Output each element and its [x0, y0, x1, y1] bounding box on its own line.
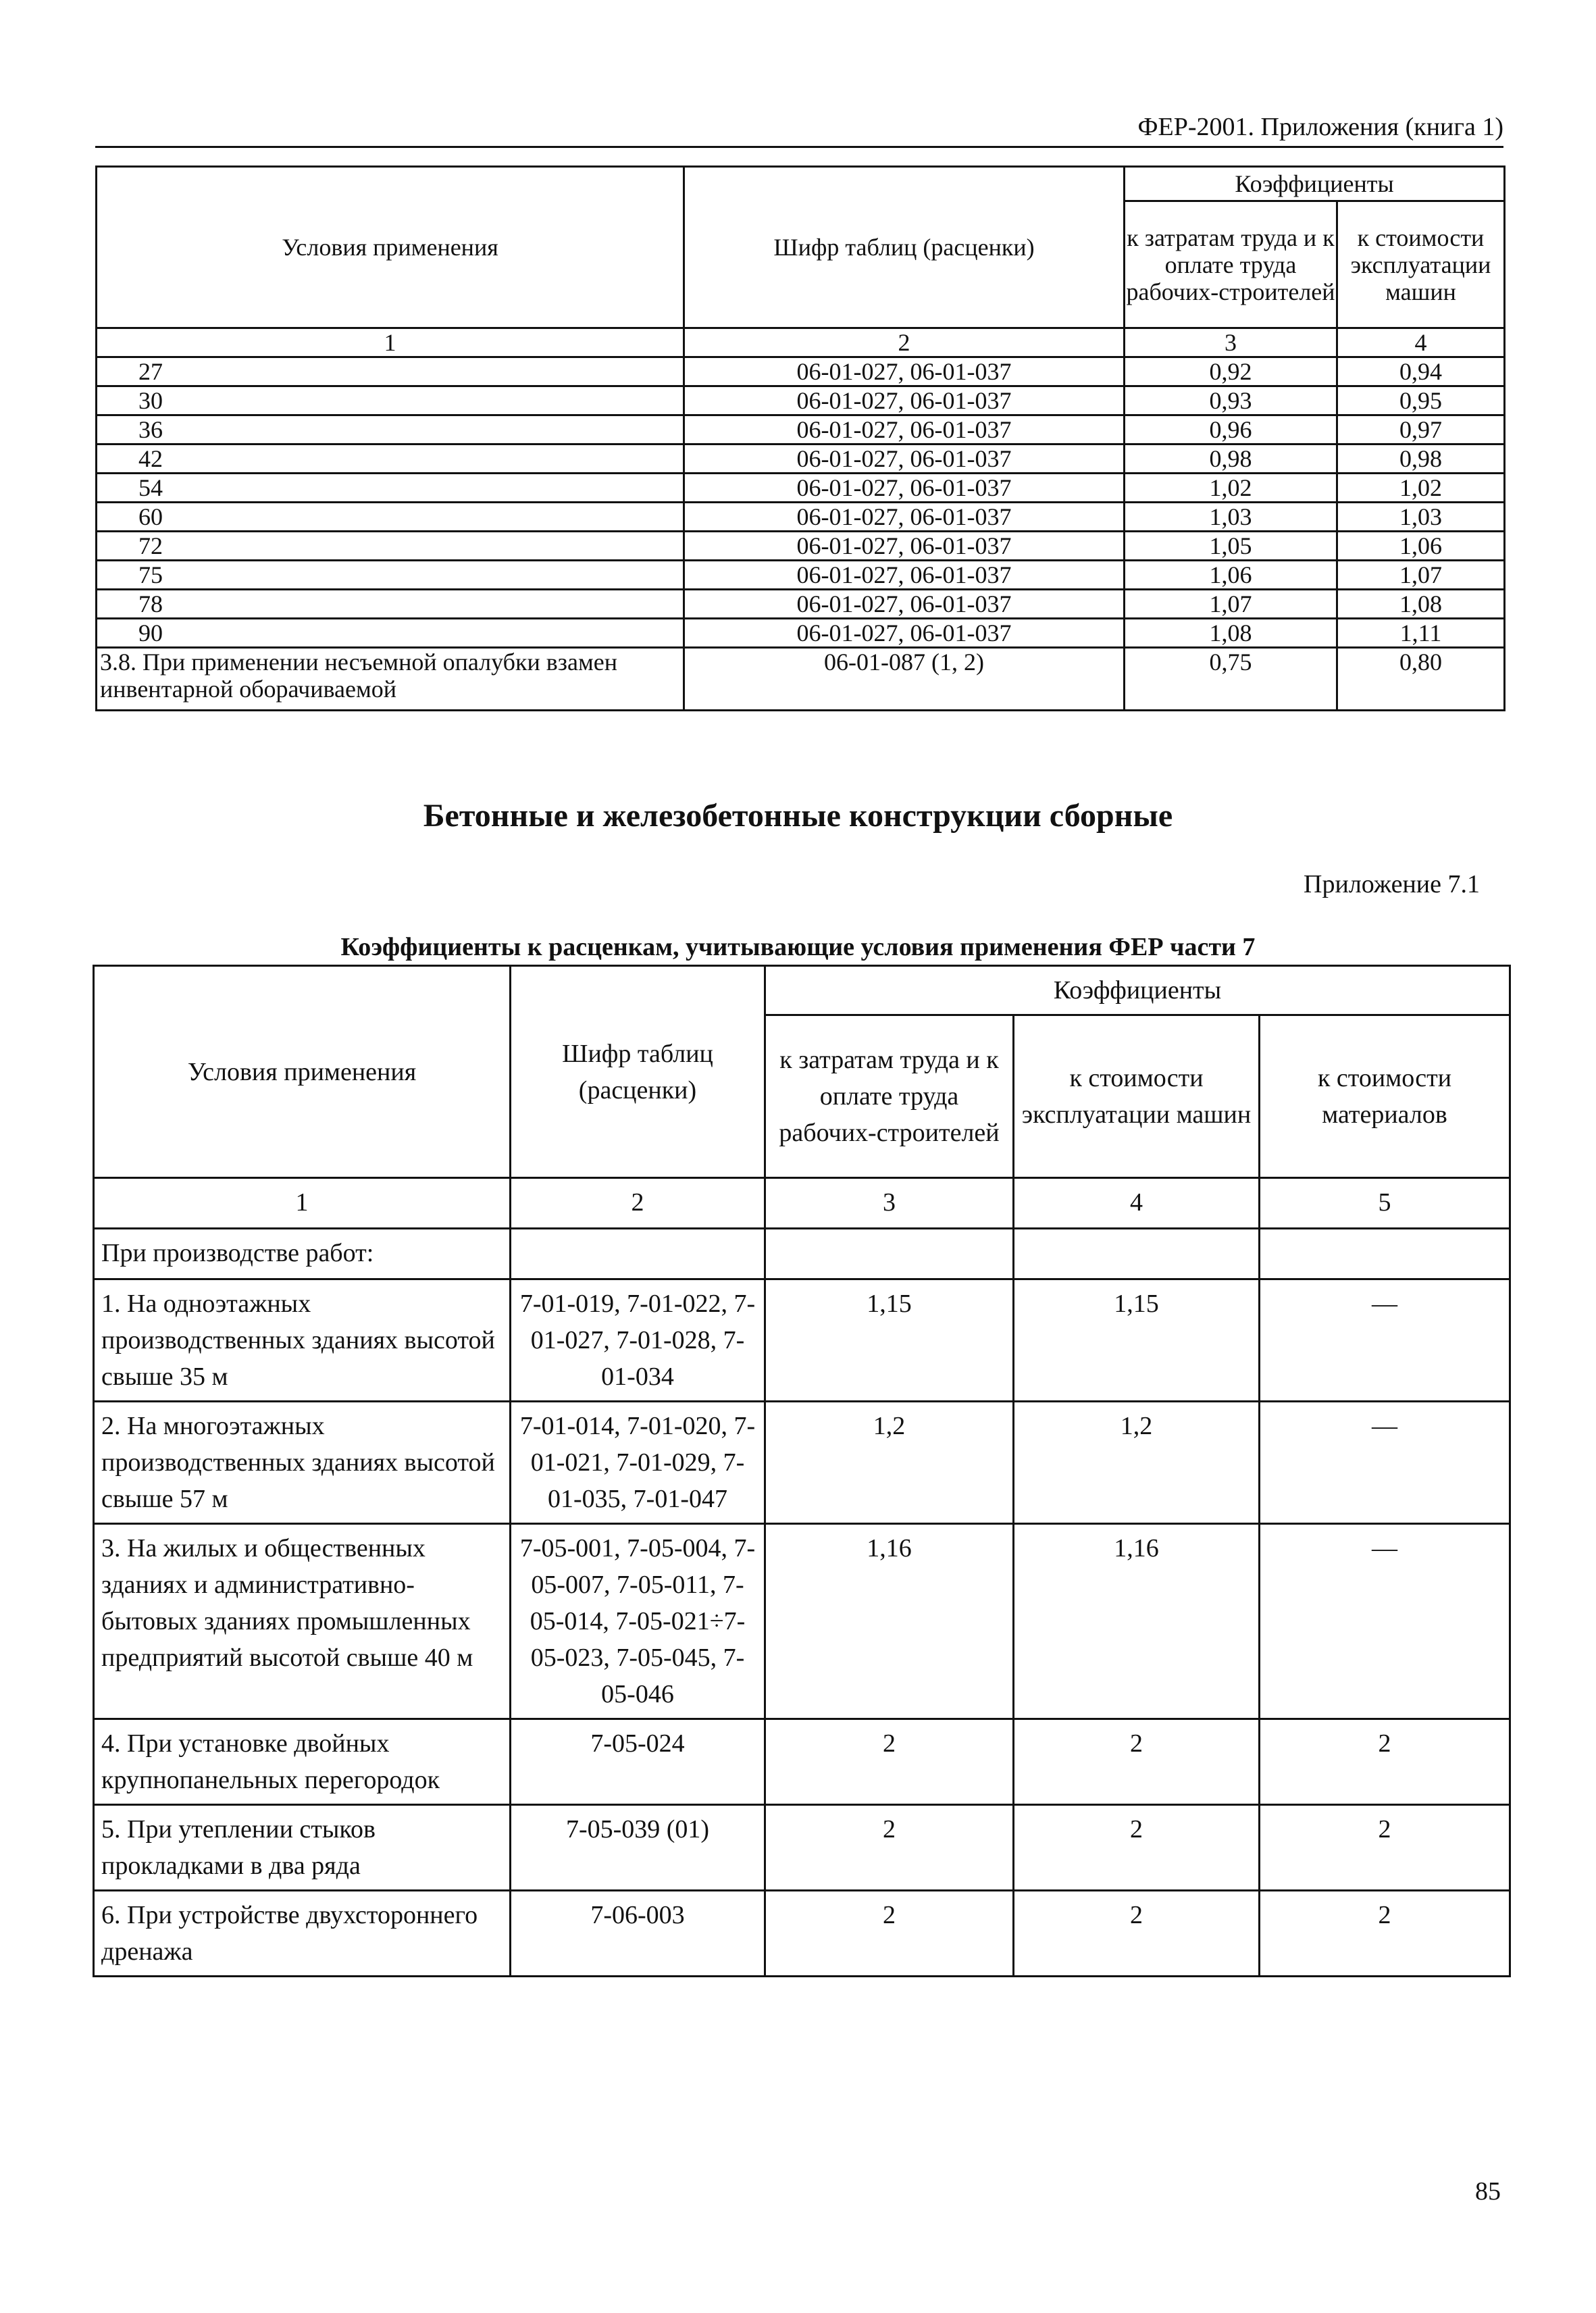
cell-labor: 0,93	[1125, 386, 1337, 415]
table-row	[97, 590, 1505, 619]
cell-labor: 2	[765, 1805, 1014, 1891]
cell-labor: 1,08	[1125, 619, 1337, 648]
cell-conditions: 30	[97, 386, 684, 415]
cell-machines: 1,15	[1014, 1279, 1260, 1402]
table-row	[94, 1719, 1510, 1805]
cell-machines: 0,94	[1337, 357, 1505, 386]
appendix-label: Приложение 7.1	[1304, 870, 1480, 898]
table-row	[94, 1402, 1510, 1524]
cell-machines: 0,97	[1337, 415, 1505, 444]
cell-section-label: При производстве работ:	[94, 1229, 511, 1279]
cell-labor: 2	[765, 1719, 1014, 1805]
coefficients-table-2	[93, 965, 1511, 1977]
cell-machines: 1,08	[1337, 590, 1505, 619]
cell-labor: 1,06	[1125, 561, 1337, 590]
cell-labor: 0,75	[1125, 648, 1337, 711]
cell-conditions: 3. На жилых и общественных зданиях и административно-бытовых зданиях промышленных предприятий высотой свыше 40 м	[94, 1524, 511, 1719]
cell-code: 7-05-024	[511, 1719, 765, 1805]
column-number: 1	[97, 328, 684, 357]
column-number: 2	[684, 328, 1125, 357]
cell-machines: 2	[1014, 1805, 1260, 1891]
cell-machines: 1,2	[1014, 1402, 1260, 1524]
cell-code: 06-01-027, 06-01-037	[684, 503, 1125, 532]
empty-cell	[765, 1229, 1014, 1279]
column-number: 3	[765, 1178, 1014, 1229]
table-row	[97, 444, 1505, 474]
cell-code: 7-06-003	[511, 1891, 765, 1977]
cell-conditions: 78	[97, 590, 684, 619]
cell-labor: 0,92	[1125, 357, 1337, 386]
cell-machines: 1,02	[1337, 474, 1505, 503]
cell-code: 06-01-027, 06-01-037	[684, 532, 1125, 561]
table-row	[97, 561, 1505, 590]
cell-materials: —	[1260, 1402, 1510, 1524]
cell-conditions: 1. На одноэтажных производственных зданиях высотой свыше 35 м	[94, 1279, 511, 1402]
cell-conditions: 72	[97, 532, 684, 561]
cell-code: 06-01-027, 06-01-037	[684, 415, 1125, 444]
column-numbers-row	[94, 1178, 1510, 1229]
column-number: 1	[94, 1178, 511, 1229]
cell-code: 06-01-027, 06-01-037	[684, 619, 1125, 648]
table-row	[94, 1524, 1510, 1719]
cell-machines: 1,06	[1337, 532, 1505, 561]
table-row	[97, 474, 1505, 503]
column-number: 4	[1014, 1178, 1260, 1229]
page-number: 85	[1475, 2177, 1501, 2206]
column-number: 5	[1260, 1178, 1510, 1229]
cell-conditions: 54	[97, 474, 684, 503]
table-row	[97, 532, 1505, 561]
cell-materials: —	[1260, 1279, 1510, 1402]
cell-labor: 0,98	[1125, 444, 1337, 474]
column-number: 3	[1125, 328, 1337, 357]
cell-code: 7-01-014, 7-01-020, 7-01-021, 7-01-029, 7-01-035, 7-01-047	[511, 1402, 765, 1524]
cell-labor: 1,16	[765, 1524, 1014, 1719]
cell-machines: 0,80	[1337, 648, 1505, 711]
empty-cell	[1260, 1229, 1510, 1279]
header-code: Шифр таблиц (расценки)	[511, 966, 765, 1178]
section-title: Бетонные и железобетонные конструкции сборные	[423, 798, 1173, 834]
table-caption: Коэффициенты к расценкам, учитывающие условия применения ФЕР части 7	[340, 933, 1256, 961]
cell-machines: 1,16	[1014, 1524, 1260, 1719]
cell-code: 7-05-039 (01)	[511, 1805, 765, 1891]
cell-conditions: 60	[97, 503, 684, 532]
header-materials: к стоимости материалов	[1260, 1015, 1510, 1178]
table-row	[97, 619, 1505, 648]
cell-materials: —	[1260, 1524, 1510, 1719]
table-row	[97, 386, 1505, 415]
cell-conditions: 4. При установке двойных крупнопанельных перегородок	[94, 1719, 511, 1805]
table-row	[94, 1279, 1510, 1402]
cell-code: 06-01-027, 06-01-037	[684, 444, 1125, 474]
cell-labor: 1,2	[765, 1402, 1014, 1524]
cell-code: 06-01-027, 06-01-037	[684, 474, 1125, 503]
header-conditions: Условия применения	[94, 966, 511, 1178]
cell-conditions: 90	[97, 619, 684, 648]
cell-conditions: 3.8. При применении несъемной опалубки взамен инвентарной оборачиваемой	[97, 648, 684, 711]
cell-materials: 2	[1260, 1891, 1510, 1977]
table-row	[97, 503, 1505, 532]
cell-labor: 2	[765, 1891, 1014, 1977]
cell-conditions: 2. На многоэтажных производственных зданиях высотой свыше 57 м	[94, 1402, 511, 1524]
cell-labor: 0,96	[1125, 415, 1337, 444]
header-code: Шифр таблиц (расценки)	[684, 167, 1125, 328]
cell-machines: 2	[1014, 1891, 1260, 1977]
header-machines: к стоимости эксплуатации машин	[1014, 1015, 1260, 1178]
cell-machines: 0,95	[1337, 386, 1505, 415]
cell-conditions: 27	[97, 357, 684, 386]
cell-conditions: 42	[97, 444, 684, 474]
cell-labor: 1,05	[1125, 532, 1337, 561]
cell-labor: 1,15	[765, 1279, 1014, 1402]
cell-code: 7-01-019, 7-01-022, 7-01-027, 7-01-028, 7-01-034	[511, 1279, 765, 1402]
table-row	[97, 357, 1505, 386]
cell-conditions: 5. При утеплении стыков прокладками в два ряда	[94, 1805, 511, 1891]
cell-code: 7-05-001, 7-05-004, 7-05-007, 7-05-011, 7-05-014, 7-05-021÷7-05-023, 7-05-045, 7-05-046	[511, 1524, 765, 1719]
cell-materials: 2	[1260, 1719, 1510, 1805]
cell-code: 06-01-027, 06-01-037	[684, 590, 1125, 619]
cell-code: 06-01-027, 06-01-037	[684, 561, 1125, 590]
cell-conditions: 36	[97, 415, 684, 444]
header-coefficients: Коэффициенты	[1125, 167, 1505, 201]
table-row	[94, 1805, 1510, 1891]
cell-machines: 2	[1014, 1719, 1260, 1805]
cell-conditions: 6. При устройстве двухстороннего дренажа	[94, 1891, 511, 1977]
cell-code: 06-01-087 (1, 2)	[684, 648, 1125, 711]
column-number: 2	[511, 1178, 765, 1229]
column-number: 4	[1337, 328, 1505, 357]
table-row	[97, 648, 1505, 711]
table-row	[94, 1891, 1510, 1977]
coefficients-table-1	[95, 166, 1505, 711]
cell-machines: 1,07	[1337, 561, 1505, 590]
cell-materials: 2	[1260, 1805, 1510, 1891]
header-coefficients: Коэффициенты	[765, 966, 1510, 1015]
cell-machines: 1,03	[1337, 503, 1505, 532]
cell-machines: 0,98	[1337, 444, 1505, 474]
header-labor: к затратам труда и к оплате труда рабочих-строителей	[765, 1015, 1014, 1178]
header-conditions: Условия применения	[97, 167, 684, 328]
header-machines: к стоимости эксплуатации машин	[1337, 201, 1505, 328]
header-labor: к затратам труда и к оплате труда рабочих-строителей	[1125, 201, 1337, 328]
empty-cell	[1014, 1229, 1260, 1279]
cell-labor: 1,07	[1125, 590, 1337, 619]
empty-cell	[511, 1229, 765, 1279]
cell-labor: 1,03	[1125, 503, 1337, 532]
column-numbers-row	[97, 328, 1505, 357]
section-row	[94, 1229, 1510, 1279]
cell-code: 06-01-027, 06-01-037	[684, 386, 1125, 415]
running-header: ФЕР-2001. Приложения (книга 1)	[95, 113, 1503, 148]
cell-conditions: 75	[97, 561, 684, 590]
cell-machines: 1,11	[1337, 619, 1505, 648]
cell-code: 06-01-027, 06-01-037	[684, 357, 1125, 386]
table-row	[97, 415, 1505, 444]
cell-labor: 1,02	[1125, 474, 1337, 503]
